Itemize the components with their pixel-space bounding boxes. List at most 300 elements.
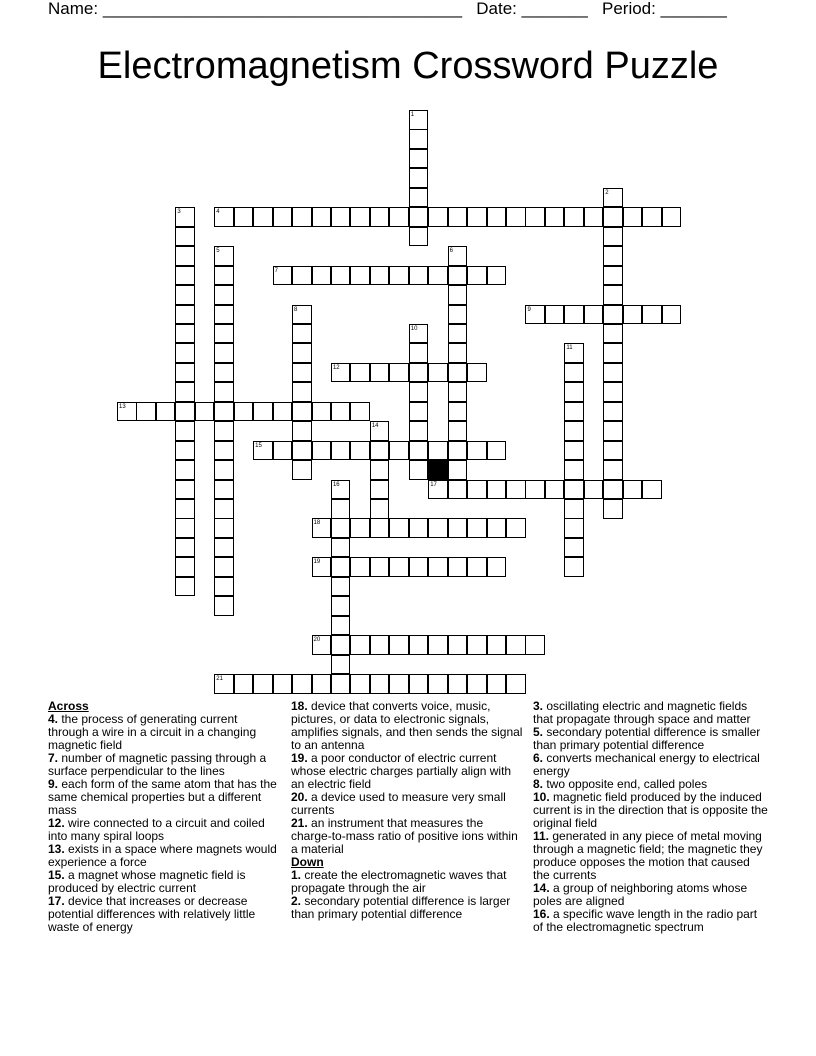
grid-cell[interactable]	[603, 343, 623, 363]
grid-cell[interactable]	[175, 305, 195, 325]
grid-cell[interactable]	[292, 266, 312, 286]
grid-cell[interactable]	[350, 635, 370, 655]
grid-cell[interactable]	[467, 674, 487, 694]
clue-number: 7.	[48, 751, 59, 765]
grid-cell[interactable]	[234, 207, 254, 227]
grid-cell[interactable]	[642, 207, 662, 227]
grid-cell[interactable]	[389, 557, 409, 577]
grid-cell[interactable]	[564, 207, 584, 227]
grid-cell[interactable]	[487, 207, 507, 227]
cell-number: 9	[527, 306, 531, 313]
clue-number: 17.	[48, 894, 65, 908]
date-blank[interactable]: _______	[521, 0, 588, 18]
clue-text: create the electromagnetic waves that propagate through the air	[291, 868, 507, 895]
clue-text: a magnet whose magnetic field is produced by electric current	[48, 868, 246, 895]
grid-cell[interactable]	[467, 635, 487, 655]
clue-number: 6.	[533, 751, 544, 765]
grid-cell[interactable]	[564, 305, 584, 325]
grid-cell[interactable]	[506, 518, 526, 538]
grid-cell[interactable]	[564, 343, 584, 363]
grid-cell[interactable]	[603, 441, 623, 461]
page-title: Electromagnetism Crossword Puzzle	[97, 45, 719, 87]
grid-cell[interactable]	[312, 207, 332, 227]
grid-cell[interactable]	[273, 402, 293, 422]
grid-cell[interactable]	[428, 363, 448, 383]
grid-cell[interactable]	[428, 674, 448, 694]
grid-cell[interactable]	[409, 129, 429, 149]
grid-cell[interactable]	[175, 402, 195, 422]
grid-cell[interactable]	[175, 480, 195, 500]
grid-cell[interactable]	[312, 402, 332, 422]
grid-cell[interactable]	[312, 441, 332, 461]
grid-cell[interactable]	[370, 518, 390, 538]
grid-cell[interactable]	[292, 305, 312, 325]
grid-cell[interactable]	[214, 305, 234, 325]
grid-cell[interactable]	[584, 480, 604, 500]
grid-cell[interactable]	[175, 538, 195, 558]
grid-cell[interactable]	[467, 266, 487, 286]
grid-cell[interactable]	[331, 655, 351, 675]
grid-cell[interactable]	[448, 266, 468, 286]
grid-cell[interactable]	[214, 460, 234, 480]
grid-cell[interactable]	[409, 266, 429, 286]
across-clue	[291, 752, 523, 791]
grid-cell[interactable]	[564, 518, 584, 538]
grid-cell[interactable]	[117, 402, 137, 422]
grid-cell[interactable]	[214, 518, 234, 538]
grid-cell[interactable]	[487, 266, 507, 286]
cell-number: 16	[332, 481, 340, 488]
name-blank[interactable]: ______________________________________	[102, 0, 463, 18]
grid-cell[interactable]	[662, 305, 682, 325]
grid-cell[interactable]	[331, 635, 351, 655]
grid-cell[interactable]	[370, 421, 390, 441]
grid-cell[interactable]	[603, 363, 623, 383]
grid-cell[interactable]	[175, 324, 195, 344]
grid-cell[interactable]	[603, 266, 623, 286]
grid-cell[interactable]	[370, 674, 390, 694]
across-clue	[48, 895, 280, 934]
clue-number: 21.	[291, 816, 308, 830]
grid-cell[interactable]	[564, 480, 584, 500]
grid-cell[interactable]	[564, 363, 584, 383]
grid-cell[interactable]	[175, 499, 195, 519]
grid-cell[interactable]	[409, 227, 429, 247]
grid-cell[interactable]	[370, 499, 390, 519]
period-blank[interactable]: _______	[660, 0, 727, 18]
clue-text: converts mechanical energy to electrical energy	[533, 751, 760, 778]
grid-cell[interactable]	[467, 207, 487, 227]
grid-cell[interactable]	[175, 441, 195, 461]
grid-cell[interactable]	[350, 674, 370, 694]
cell-number: 21	[216, 676, 223, 683]
clue-number: 5.	[533, 725, 544, 739]
grid-cell[interactable]	[175, 460, 195, 480]
grid-cell[interactable]	[409, 363, 429, 383]
grid-cell[interactable]	[409, 674, 429, 694]
grid-cell[interactable]	[292, 324, 312, 344]
grid-cell[interactable]	[662, 207, 682, 227]
grid-cell[interactable]	[603, 246, 623, 266]
grid-cell[interactable]	[428, 557, 448, 577]
grid-cell[interactable]	[409, 635, 429, 655]
grid-cell[interactable]	[603, 305, 623, 325]
grid-cell[interactable]	[584, 305, 604, 325]
grid-cell[interactable]	[214, 421, 234, 441]
across-clue	[48, 869, 280, 895]
grid-cell[interactable]	[370, 266, 390, 286]
grid-cell[interactable]	[292, 382, 312, 402]
grid-cell[interactable]	[603, 421, 623, 441]
grid-cell[interactable]	[214, 382, 234, 402]
cell-number: 15	[255, 442, 262, 449]
grid-cell[interactable]	[448, 207, 468, 227]
grid-cell[interactable]	[409, 207, 429, 227]
grid-cell[interactable]	[506, 635, 526, 655]
grid-cell[interactable]	[312, 266, 332, 286]
clue-number: 19.	[291, 751, 308, 765]
grid-cell[interactable]	[350, 266, 370, 286]
grid-cell[interactable]	[448, 421, 468, 441]
clue-text: secondary potential difference is smaller than primary potential difference	[533, 725, 761, 752]
grid-cell[interactable]	[564, 538, 584, 558]
grid-cell[interactable]	[467, 518, 487, 538]
grid-cell[interactable]	[448, 246, 468, 266]
grid-cell[interactable]	[448, 285, 468, 305]
grid-cell[interactable]	[409, 168, 429, 188]
grid-cell[interactable]	[448, 635, 468, 655]
grid-cell[interactable]	[428, 207, 448, 227]
grid-cell[interactable]	[623, 207, 643, 227]
cell-number: 11	[566, 345, 573, 352]
grid-cell[interactable]	[214, 363, 234, 383]
grid-cell[interactable]	[331, 674, 351, 694]
across-clue	[48, 713, 280, 752]
grid-cell[interactable]	[175, 421, 195, 441]
clue-column-2	[291, 700, 523, 921]
grid-cell[interactable]	[331, 557, 351, 577]
grid-cell[interactable]	[312, 635, 332, 655]
grid-cell[interactable]	[195, 402, 215, 422]
grid-cell[interactable]	[428, 518, 448, 538]
black-grid-cell	[428, 460, 448, 480]
grid-cell[interactable]	[487, 518, 507, 538]
grid-cell[interactable]	[331, 266, 351, 286]
down-clue	[291, 869, 523, 895]
grid-cell[interactable]	[331, 596, 351, 616]
grid-cell[interactable]	[506, 674, 526, 694]
clue-number: 10.	[533, 790, 550, 804]
grid-cell[interactable]	[409, 557, 429, 577]
grid-cell[interactable]	[292, 421, 312, 441]
grid-cell[interactable]	[448, 382, 468, 402]
grid-cell[interactable]	[234, 674, 254, 694]
grid-cell[interactable]	[428, 266, 448, 286]
grid-cell[interactable]	[175, 227, 195, 247]
grid-cell[interactable]	[331, 577, 351, 597]
grid-cell[interactable]	[253, 441, 273, 461]
grid-cell[interactable]	[331, 402, 351, 422]
grid-cell[interactable]	[175, 382, 195, 402]
period-label: Period:	[602, 0, 656, 18]
grid-cell[interactable]	[175, 207, 195, 227]
cell-number: 19	[313, 559, 321, 566]
grid-cell[interactable]	[214, 402, 234, 422]
grid-cell[interactable]	[370, 441, 390, 461]
grid-cell[interactable]	[331, 616, 351, 636]
grid-cell[interactable]	[389, 674, 409, 694]
grid-cell[interactable]	[350, 363, 370, 383]
grid-cell[interactable]	[448, 441, 468, 461]
grid-cell[interactable]	[623, 480, 643, 500]
grid-cell[interactable]	[525, 480, 545, 500]
grid-cell[interactable]	[273, 207, 293, 227]
grid-cell[interactable]	[428, 441, 448, 461]
grid-cell[interactable]	[253, 402, 273, 422]
grid-cell[interactable]	[525, 305, 545, 325]
grid-cell[interactable]	[214, 499, 234, 519]
grid-cell[interactable]	[603, 402, 623, 422]
grid-cell[interactable]	[331, 499, 351, 519]
grid-cell[interactable]	[370, 557, 390, 577]
grid-cell[interactable]	[175, 285, 195, 305]
grid-cell[interactable]	[389, 518, 409, 538]
grid-cell[interactable]	[564, 382, 584, 402]
grid-cell[interactable]	[175, 518, 195, 538]
grid-cell[interactable]	[564, 499, 584, 519]
down-clue-list-continued	[533, 700, 768, 934]
across-clue	[48, 752, 280, 778]
grid-cell[interactable]	[331, 538, 351, 558]
grid-cell[interactable]	[214, 246, 234, 266]
grid-cell[interactable]	[331, 518, 351, 538]
down-clue	[291, 895, 523, 921]
clue-text: generated in any piece of metal moving through a magnetic field; the magnetic they produce opposes the motion that caused the currents	[533, 829, 763, 882]
cell-number: 2	[605, 189, 609, 196]
grid-cell[interactable]	[409, 518, 429, 538]
grid-cell[interactable]	[175, 246, 195, 266]
down-clue	[533, 700, 768, 726]
grid-cell[interactable]	[175, 343, 195, 363]
clue-text: secondary potential difference is larger than primary potential difference	[291, 894, 511, 921]
grid-cell[interactable]	[603, 460, 623, 480]
grid-cell[interactable]	[214, 343, 234, 363]
grid-cell[interactable]	[448, 674, 468, 694]
grid-cell[interactable]	[564, 421, 584, 441]
grid-cell[interactable]	[428, 480, 448, 500]
grid-cell[interactable]	[448, 480, 468, 500]
grid-cell[interactable]	[603, 285, 623, 305]
grid-cell[interactable]	[564, 557, 584, 577]
grid-cell[interactable]	[448, 460, 468, 480]
clue-text: device that increases or decrease potential differences with relatively little waste of energy	[48, 894, 256, 934]
grid-cell[interactable]	[603, 382, 623, 402]
grid-cell[interactable]	[603, 207, 623, 227]
grid-cell[interactable]	[642, 480, 662, 500]
grid-cell[interactable]	[292, 402, 312, 422]
grid-cell[interactable]	[273, 674, 293, 694]
grid-cell[interactable]	[331, 441, 351, 461]
grid-cell[interactable]	[214, 577, 234, 597]
grid-cell[interactable]	[292, 460, 312, 480]
grid-cell[interactable]	[292, 207, 312, 227]
grid-cell[interactable]	[331, 363, 351, 383]
across-clue	[291, 817, 523, 856]
grid-cell[interactable]	[467, 480, 487, 500]
grid-cell[interactable]	[214, 266, 234, 286]
across-clue	[48, 843, 280, 869]
grid-cell[interactable]	[350, 557, 370, 577]
grid-cell[interactable]	[175, 557, 195, 577]
grid-cell[interactable]	[467, 557, 487, 577]
down-clue	[533, 882, 768, 908]
grid-cell[interactable]	[448, 557, 468, 577]
cell-number: 3	[177, 209, 181, 216]
grid-cell[interactable]	[603, 480, 623, 500]
grid-cell[interactable]	[448, 343, 468, 363]
grid-cell[interactable]	[389, 363, 409, 383]
grid-cell[interactable]	[370, 635, 390, 655]
grid-cell[interactable]	[564, 441, 584, 461]
down-heading: Down	[291, 855, 324, 869]
grid-cell[interactable]	[312, 518, 332, 538]
date-label: Date:	[476, 0, 517, 18]
grid-cell[interactable]	[273, 441, 293, 461]
grid-cell[interactable]	[214, 596, 234, 616]
cell-number: 20	[313, 637, 321, 644]
grid-cell[interactable]	[389, 441, 409, 461]
grid-cell[interactable]	[545, 480, 565, 500]
grid-cell[interactable]	[409, 324, 429, 344]
grid-cell[interactable]	[545, 305, 565, 325]
grid-cell[interactable]	[292, 363, 312, 383]
grid-cell[interactable]	[623, 305, 643, 325]
grid-cell[interactable]	[448, 305, 468, 325]
grid-cell[interactable]	[525, 635, 545, 655]
grid-cell[interactable]	[370, 207, 390, 227]
grid-cell[interactable]	[467, 363, 487, 383]
grid-cell[interactable]	[214, 441, 234, 461]
grid-cell[interactable]	[273, 266, 293, 286]
grid-cell[interactable]	[214, 557, 234, 577]
grid-cell[interactable]	[409, 382, 429, 402]
grid-cell[interactable]	[487, 674, 507, 694]
clue-text: oscillating electric and magnetic fields that propagate through space and matter	[533, 699, 751, 726]
grid-cell[interactable]	[350, 441, 370, 461]
grid-cell[interactable]	[389, 207, 409, 227]
grid-cell[interactable]	[370, 480, 390, 500]
grid-cell[interactable]	[603, 227, 623, 247]
grid-cell[interactable]	[448, 324, 468, 344]
grid-cell[interactable]	[292, 674, 312, 694]
grid-cell[interactable]	[545, 207, 565, 227]
grid-cell[interactable]	[409, 421, 429, 441]
grid-cell[interactable]	[234, 402, 254, 422]
grid-cell[interactable]	[389, 266, 409, 286]
grid-cell[interactable]	[175, 577, 195, 597]
grid-cell[interactable]	[409, 188, 429, 208]
grid-cell[interactable]	[175, 266, 195, 286]
grid-cell[interactable]	[409, 460, 429, 480]
grid-cell[interactable]	[506, 207, 526, 227]
down-clue	[533, 752, 768, 778]
grid-cell[interactable]	[214, 674, 234, 694]
grid-cell[interactable]	[253, 207, 273, 227]
grid-cell[interactable]	[214, 538, 234, 558]
grid-cell[interactable]	[487, 635, 507, 655]
grid-cell[interactable]	[642, 305, 662, 325]
grid-cell[interactable]	[389, 635, 409, 655]
cell-number: 18	[313, 520, 321, 527]
grid-cell[interactable]	[292, 343, 312, 363]
grid-cell[interactable]	[312, 557, 332, 577]
grid-cell[interactable]	[409, 110, 429, 130]
clue-text: number of magnetic passing through a surface perpendicular to the lines	[48, 751, 267, 778]
grid-cell[interactable]	[156, 402, 176, 422]
cell-number: 8	[294, 306, 298, 313]
grid-cell[interactable]	[525, 207, 545, 227]
grid-cell[interactable]	[175, 363, 195, 383]
clue-text: a group of neighboring atoms whose poles are aligned	[533, 881, 748, 908]
grid-cell[interactable]	[312, 674, 332, 694]
cell-number: 12	[332, 364, 340, 371]
grid-cell[interactable]	[564, 460, 584, 480]
clue-text: a specific wave length in the radio part of the electromagnetic spectrum	[533, 907, 758, 934]
grid-cell[interactable]	[292, 441, 312, 461]
grid-cell[interactable]	[487, 441, 507, 461]
grid-cell[interactable]	[409, 441, 429, 461]
clue-number: 13.	[48, 842, 65, 856]
grid-cell[interactable]	[409, 402, 429, 422]
grid-cell[interactable]	[331, 480, 351, 500]
clue-number: 15.	[48, 868, 65, 882]
grid-cell[interactable]	[467, 441, 487, 461]
clue-number: 14.	[533, 881, 550, 895]
grid-cell[interactable]	[603, 188, 623, 208]
clue-text: exists in a space where magnets would experience a force	[48, 842, 277, 869]
grid-cell[interactable]	[603, 499, 623, 519]
grid-cell[interactable]	[603, 324, 623, 344]
grid-cell[interactable]	[409, 149, 429, 169]
grid-cell[interactable]	[350, 207, 370, 227]
grid-cell[interactable]	[487, 480, 507, 500]
grid-cell[interactable]	[214, 480, 234, 500]
grid-cell[interactable]	[331, 207, 351, 227]
grid-cell[interactable]	[136, 402, 156, 422]
grid-cell[interactable]	[214, 324, 234, 344]
clue-text: each form of the same atom that has the same chemical properties but a different mass	[48, 777, 277, 817]
grid-cell[interactable]	[584, 207, 604, 227]
clue-number: 3.	[533, 699, 544, 713]
grid-cell[interactable]	[506, 480, 526, 500]
grid-cell[interactable]	[448, 518, 468, 538]
grid-cell[interactable]	[448, 363, 468, 383]
grid-cell[interactable]	[370, 363, 390, 383]
grid-cell[interactable]	[214, 207, 234, 227]
cell-number: 10	[410, 325, 418, 332]
grid-cell[interactable]	[564, 402, 584, 422]
grid-cell[interactable]	[214, 285, 234, 305]
across-clue-list	[48, 713, 280, 934]
grid-cell[interactable]	[350, 402, 370, 422]
grid-cell[interactable]	[350, 518, 370, 538]
grid-cell[interactable]	[370, 460, 390, 480]
grid-cell[interactable]	[253, 674, 273, 694]
grid-cell[interactable]	[487, 557, 507, 577]
grid-cell[interactable]	[428, 635, 448, 655]
grid-cell[interactable]	[448, 402, 468, 422]
grid-cell[interactable]	[409, 343, 429, 363]
